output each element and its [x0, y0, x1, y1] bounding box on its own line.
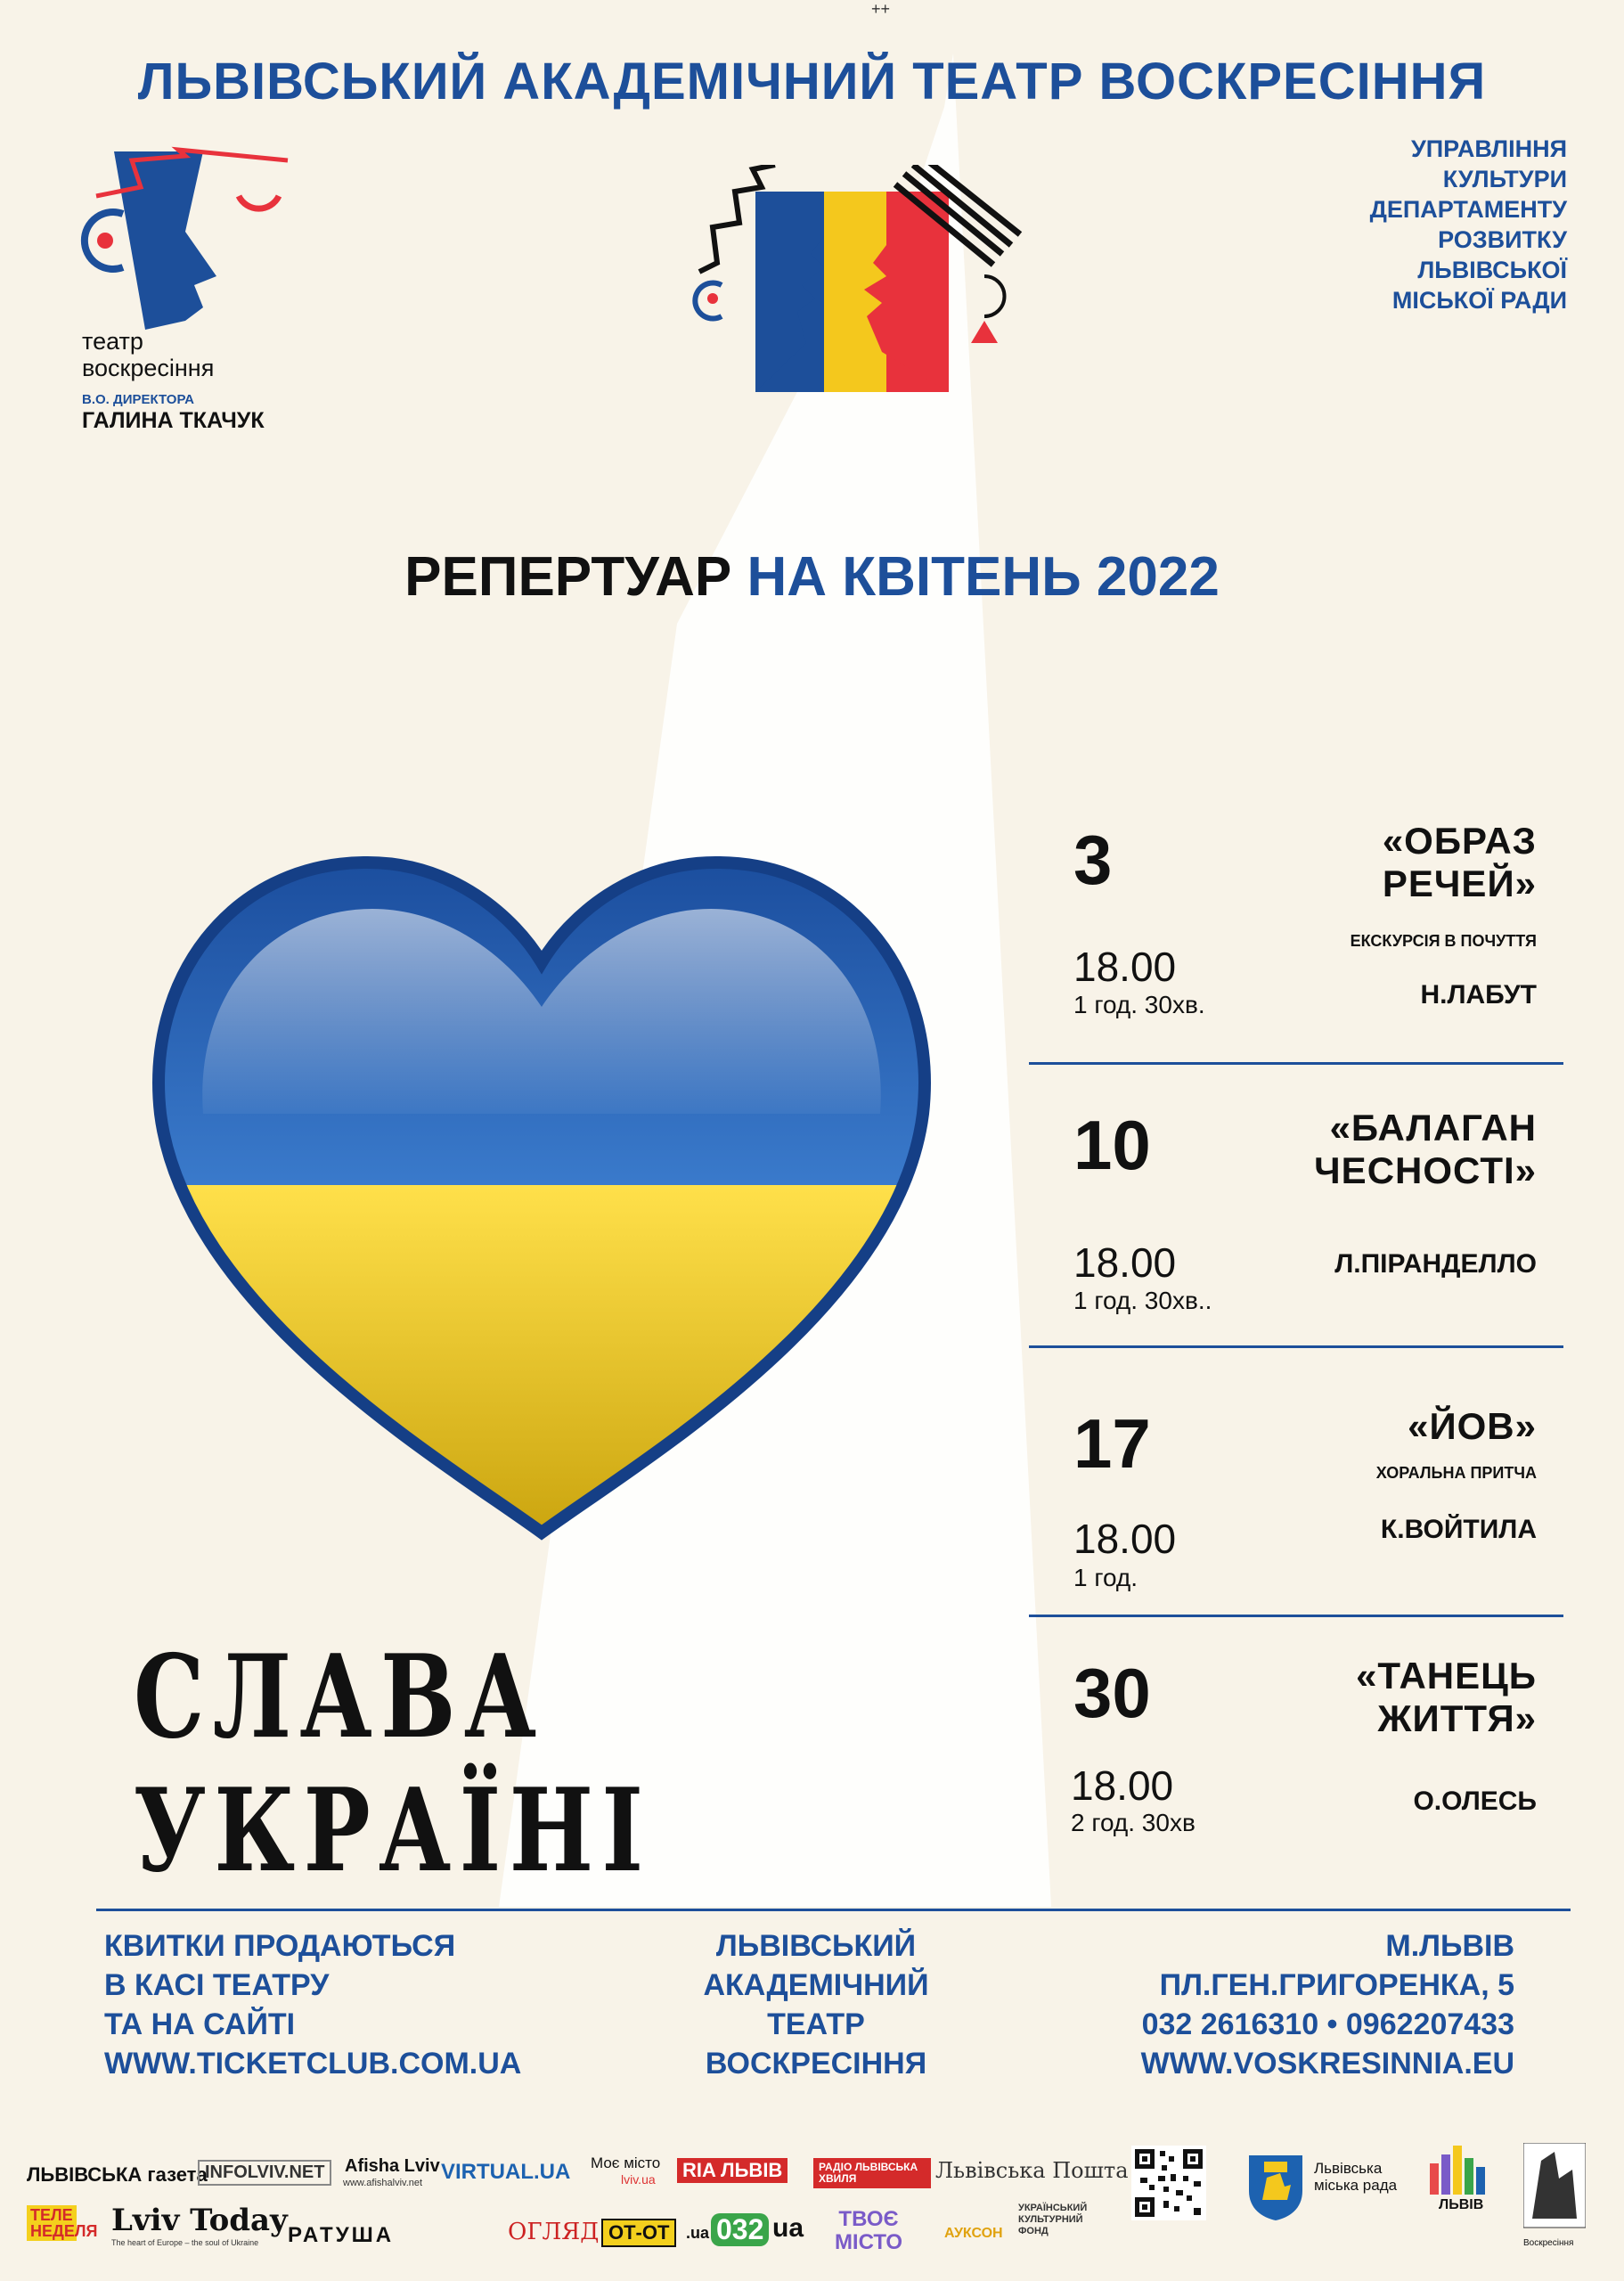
repertoire-title: [0, 545, 1624, 609]
qr-code-icon[interactable]: [1131, 2146, 1206, 2220]
lviv-council-logo: Львівська міська рада: [1314, 2160, 1398, 2194]
theatre-logo-icon: [61, 143, 301, 339]
event-title-line2: ЧЕСНОСТІ»: [1314, 1149, 1537, 1191]
virtual-logo: VIRTUAL.UA: [441, 2160, 571, 2184]
logo-text-line1: театр: [82, 328, 143, 355]
event-2: [1073, 1105, 1537, 1354]
slogan: СЛАВА УКРАЇНІ: [134, 1631, 652, 1898]
event-duration: 1 год. 30хв..: [1073, 1287, 1212, 1314]
afisha-url: www.afishalviv.net: [343, 2178, 423, 2188]
theatre-line: ТЕАТР: [767, 2007, 865, 2041]
ot-ot-logo: ОТ-ОТ: [601, 2219, 676, 2247]
corner-mark: ++: [871, 0, 891, 18]
event-duration: 1 год. 30хв.: [1073, 991, 1205, 1018]
theatre-name-footer: [638, 1926, 994, 2083]
org-line: ЛЬВІВСЬКОЇ: [1417, 257, 1567, 283]
logo-text: [82, 328, 214, 381]
event-title-line1: «ОБРАЗ: [1382, 820, 1537, 862]
org-line: РОЗВИТКУ: [1438, 226, 1567, 253]
event-author: Л.ПІРАНДЕЛЛО: [1334, 1249, 1537, 1279]
event-title-line1: «ЙОВ»: [1408, 1405, 1537, 1447]
address-phones: 032 2616310 • 0962207433: [1141, 2007, 1514, 2041]
ot-ot-ua: .ua: [686, 2224, 710, 2242]
ukraine-heart-icon: [150, 846, 934, 1541]
moe-misto-url: lviv.ua: [621, 2172, 656, 2187]
faces-logo-icon: [690, 165, 1029, 397]
lviv-today-sub: The heart of Europe – the soul of Ukraine: [111, 2238, 259, 2247]
lviv-city-logo-icon: [1425, 2146, 1497, 2195]
tele-logo: ТЕЛЕ НЕДЕЛЯ: [27, 2205, 77, 2241]
event-title: [1216, 1107, 1537, 1192]
event-genre: ЕКСКУРСІЯ В ПОЧУТТЯ: [1350, 932, 1537, 950]
lviv-today-logo: Lviv Today: [111, 2203, 288, 2238]
event-day: 30: [1073, 1654, 1151, 1732]
event-title-line1: «ТАНЕЦЬ: [1356, 1655, 1537, 1696]
address-block: [1016, 1926, 1514, 2083]
org-line: МІСЬКОЇ РАДИ: [1391, 287, 1567, 314]
partner-logos: [22, 2138, 1608, 2254]
lviv-city-logo-text: ЛЬВІВ: [1439, 2197, 1484, 2212]
tickets-link[interactable]: WWW.TICKETCLUB.COM.UA: [104, 2047, 522, 2081]
address-street: ПЛ.ГЕН.ГРИГОРЕНКА, 5: [1159, 1968, 1514, 2002]
event-duration: 2 год. 30хв: [1071, 1809, 1196, 1836]
org-line: ДЕПАРТАМЕНТУ: [1369, 196, 1567, 223]
poshta-logo: Львівська Пошта: [935, 2158, 1129, 2183]
event-1: [1073, 820, 1537, 1069]
lviv-coat-of-arms-icon: [1245, 2151, 1307, 2222]
event-time: 18.00: [1073, 1239, 1177, 1286]
tickets-line: ТА НА САЙТІ: [104, 2007, 296, 2041]
voskresinnia-small-logo-icon: [1523, 2143, 1586, 2241]
organization-block: [1246, 134, 1567, 315]
ria-logo: RIA ЛЬВІВ: [677, 2158, 788, 2183]
event-author: Н.ЛАБУТ: [1420, 980, 1537, 1010]
event-time: 18.00: [1073, 1516, 1177, 1562]
tvoe-misto-logo: ТВОЄ МІСТО: [834, 2207, 903, 2254]
event-title-line1: «БАЛАГАН: [1329, 1107, 1537, 1149]
theatre-line: АКАДЕМІЧНИЙ: [703, 1968, 929, 2002]
director-name: ГАЛИНА ТКАЧУК: [82, 408, 265, 433]
voskresinnia-small-text: Воскресіння: [1523, 2238, 1574, 2248]
address-city: М.ЛЬВІВ: [1385, 1929, 1514, 1963]
event-genre: ХОРАЛЬНА ПРИТЧА: [1375, 1464, 1537, 1482]
event-4: [1071, 1653, 1537, 1858]
infolviv-logo: INFOLVIV.NET: [198, 2160, 331, 2186]
event-author: О.ОЛЕСЬ: [1413, 1786, 1537, 1816]
event-separator: [1029, 1615, 1563, 1617]
website-link[interactable]: WWW.VOSKRESINNIA.EU: [1140, 2047, 1514, 2081]
event-title: [1234, 820, 1537, 905]
director-label: В.О. ДИРЕКТОРА: [82, 392, 194, 407]
event-separator: [1029, 1062, 1563, 1065]
event-title-line2: ЖИТТЯ»: [1377, 1697, 1537, 1739]
event-time: 18.00: [1071, 1762, 1174, 1809]
tickets-info: [104, 1926, 603, 2083]
footer-separator: [96, 1909, 1571, 1911]
theatre-title: ЛЬВІВСЬКИЙ АКАДЕМІЧНИЙ ТЕАТР ВОСКРЕСІННЯ: [137, 53, 1487, 110]
ratusha-logo: РАТУША: [288, 2223, 395, 2247]
event-title: [1234, 1655, 1537, 1740]
moe-misto-logo: Моє місто: [591, 2154, 661, 2171]
event-day: 3: [1073, 821, 1113, 899]
ohlyad-logo: ОГЛЯД: [508, 2219, 600, 2245]
event-separator: [1029, 1345, 1563, 1348]
org-line: КУЛЬТУРИ: [1442, 166, 1567, 192]
theatre-line: ЛЬВІВСЬКИЙ: [715, 1929, 917, 1963]
event-title-line2: РЕЧЕЙ»: [1382, 863, 1537, 904]
event-duration: 1 год.: [1073, 1564, 1138, 1591]
org-line: УПРАВЛІННЯ: [1410, 135, 1567, 162]
theatre-line: ВОСКРЕСІННЯ: [705, 2047, 927, 2081]
logo-text-line2: воскресіння: [82, 355, 215, 381]
032-logo: 032: [711, 2213, 769, 2246]
aukson-logo: АУКСОН: [944, 2226, 1003, 2241]
ukr-fond-logo: УКРАЇНСЬКИЙ КУЛЬТУРНИЙ ФОНД: [1018, 2203, 1088, 2236]
event-day: 17: [1073, 1404, 1151, 1483]
event-author: К.ВОЙТИЛА: [1380, 1515, 1537, 1544]
tickets-line: КВИТКИ ПРОДАЮТЬСЯ: [104, 1929, 456, 1963]
repertoire-title-black: РЕПЕРТУАР: [404, 546, 732, 608]
event-day: 10: [1073, 1106, 1151, 1184]
event-title: [1234, 1405, 1537, 1448]
tickets-line: В КАСІ ТЕАТРУ: [104, 1968, 330, 2002]
032-ua: ua: [772, 2213, 804, 2243]
repertoire-title-blue: НА КВІТЕНЬ 2022: [747, 546, 1220, 608]
afisha-logo: Afisha Lviv: [345, 2156, 440, 2176]
radio-logo: РАДІО ЛЬВІВСЬКА ХВИЛЯ: [813, 2158, 931, 2188]
event-3: [1073, 1403, 1537, 1617]
lvivska-gazeta-logo: ЛЬВІВСЬКА газета: [27, 2163, 208, 2186]
event-time: 18.00: [1073, 944, 1177, 990]
